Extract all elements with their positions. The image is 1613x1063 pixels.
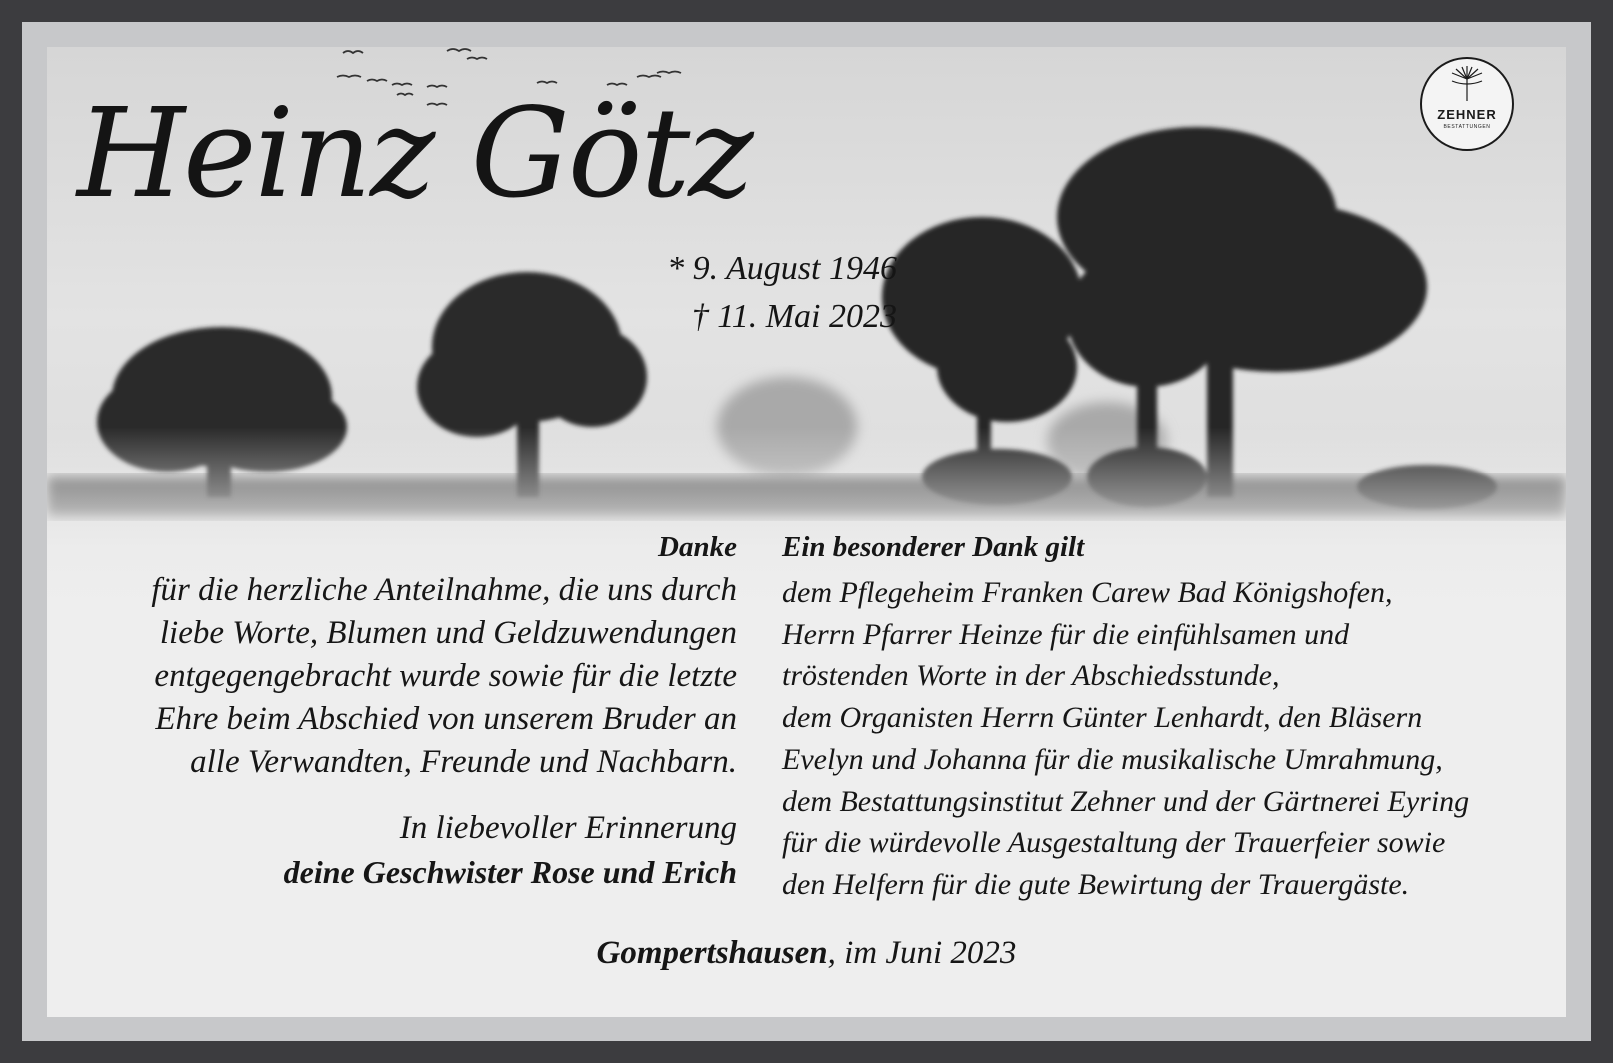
dandelion-icon — [1422, 61, 1512, 107]
special-thanks-line: für die würdevolle Ausgestaltung der Trauerfeier sowie — [782, 826, 1446, 860]
special-thanks-column — [782, 527, 1512, 906]
thanks-line: für die herzliche Anteilnahme, die uns durch — [151, 572, 737, 608]
signers: deine Geschwister Rose und Erich — [283, 854, 737, 890]
logo-subtitle-text: BESTATTUNGEN — [1443, 124, 1491, 130]
death-date: † 11. Mai 2023 — [691, 298, 897, 335]
special-thanks-line: tröstenden Worte in der Abschiedsstunde, — [782, 659, 1280, 693]
closing-phrase: In liebevoller Erinnerung — [399, 810, 737, 846]
special-thanks-line: dem Pflegeheim Franken Carew Bad Königshofen, — [782, 576, 1393, 609]
thanks-line: alle Verwandten, Freunde und Nachbarn. — [190, 744, 737, 780]
special-thanks-line: dem Bestattungsinstitut Zehner und der Gärtnerei Eyring — [782, 784, 1470, 818]
thanks-line: entgegengebracht wurde sowie für die letzte — [154, 658, 737, 694]
special-thanks-list — [782, 572, 1512, 906]
birth-date: * 9. August 1946 — [667, 250, 897, 287]
place-and-date — [47, 935, 1566, 972]
place-name: Gompertshausen — [596, 935, 828, 971]
special-thanks-heading: Ein besonderer Dank gilt — [782, 531, 1085, 563]
funeral-home-logo — [1420, 57, 1514, 151]
thanks-paragraph — [77, 569, 737, 784]
special-thanks-line: Evelyn und Johanna für die musikalische Umrahmung, — [782, 742, 1443, 776]
obituary-panel — [47, 47, 1566, 1017]
thanks-column — [77, 527, 737, 894]
thanks-line: Ehre beim Abschied von unserem Bruder an — [155, 701, 737, 737]
special-thanks-line: Herrn Pfarrer Heinze für die einfühlsamen und — [782, 617, 1350, 651]
logo-brand-text: ZEHNER — [1437, 107, 1497, 122]
thanks-heading: Danke — [658, 531, 737, 563]
life-dates — [547, 245, 897, 341]
special-thanks-line: den Helfern für die gute Bewirtung der Trauergäste. — [782, 867, 1410, 901]
special-thanks-line: dem Organisten Herrn Günter Lenhardt, den Bläsern — [782, 701, 1423, 735]
thanks-line: liebe Worte, Blumen und Geldzuwendungen — [159, 615, 737, 651]
footer-date: , im Juni 2023 — [827, 935, 1017, 971]
deceased-name: Heinz Götz — [77, 82, 752, 226]
